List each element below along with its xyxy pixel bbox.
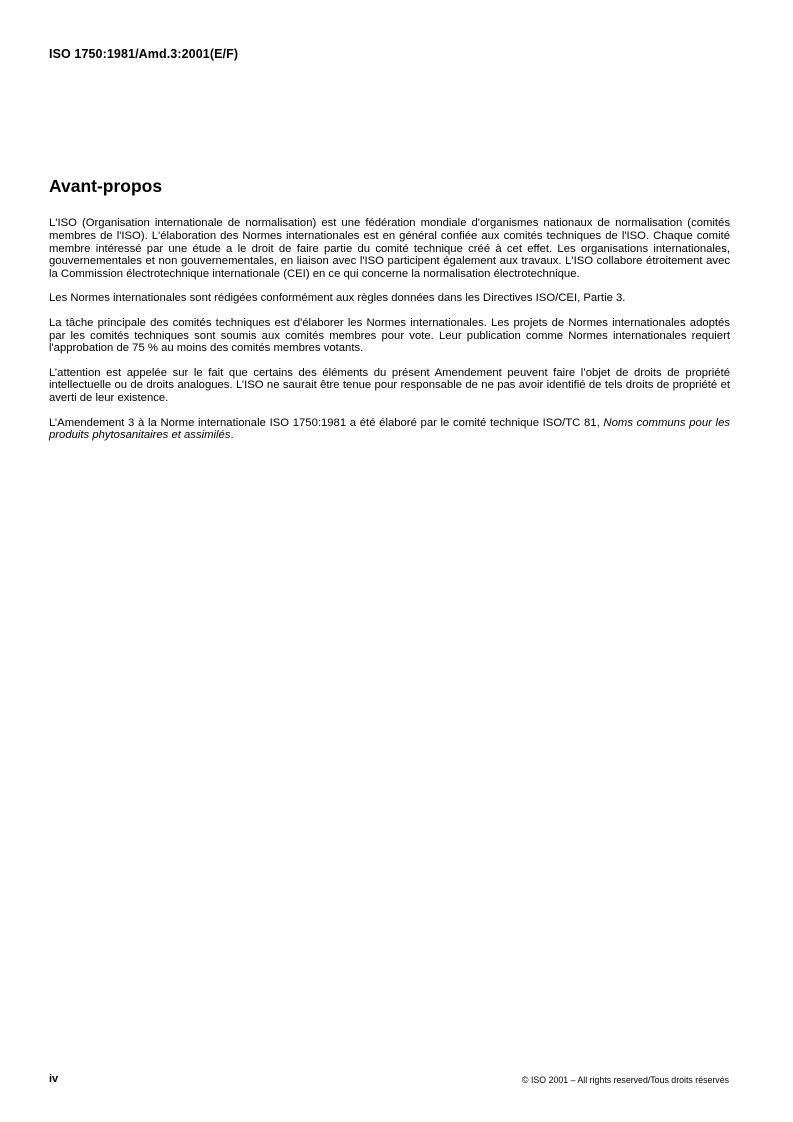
copyright-notice: © ISO 2001 – All rights reserved/Tous droits réservés [522,1075,729,1085]
amendment-text: L’Amendement 3 à la Norme internationale ISO 1750:1981 a été élaboré par le comité technique ISO/TC 81, [49,416,604,429]
paragraph-directives: Les Normes internationales sont rédigées conformément aux règles données dans les Directives ISO/CEI, Partie 3. [49,292,626,305]
page-number: iv [49,1073,59,1085]
paragraph-committee-tasks: La tâche principale des comités techniques est d'élaborer les Normes internationales. Les projets de Normes internationales adoptés par les comités techniques sont soumis aux comités membres pour vote. Leur publication comme Normes internationales requiert l'approbation de 75 % au moins des comités membres votants. [49,316,730,355]
paragraph-patent-rights: L’attention est appelée sur le fait que certains des éléments du présent Amendement peuvent faire l’objet de droits de propriété intellectuelle ou de droits analogues. L’ISO ne saurait être tenue pour responsable de ne pas avoir identifié de tels droits de propriété et averti de leur existence. [49,366,730,405]
committee-title: Noms communs pour les produits phytosanitaires et assimilés [49,416,731,442]
paragraph-iso-description: L'ISO (Organisation internationale de normalisation) est une fédération mondiale d'organismes nationaux de normalisation (comités membres de l'ISO). L'élaboration des Normes internationales est en général confiée aux comités techniques de l'ISO. Chaque comité membre intéressé par une étude a le droit de faire partie du comité technique créé à cet effet. Les organisations internationales, gouvernementales et non gouvernementales, en liaison avec l'ISO participent également aux travaux. L'ISO collabore étroitement avec la Commission électrotechnique internationale (CEI) en ce qui concerne la normalisation électrotechnique. [49,217,730,281]
paragraph-amendment-origin [49,417,730,443]
document-reference: ISO 1750:1981/Amd.3:2001(E/F) [49,47,239,61]
amendment-text-end: . [230,429,234,442]
section-body [49,217,730,454]
section-title: Avant-propos [49,176,163,196]
